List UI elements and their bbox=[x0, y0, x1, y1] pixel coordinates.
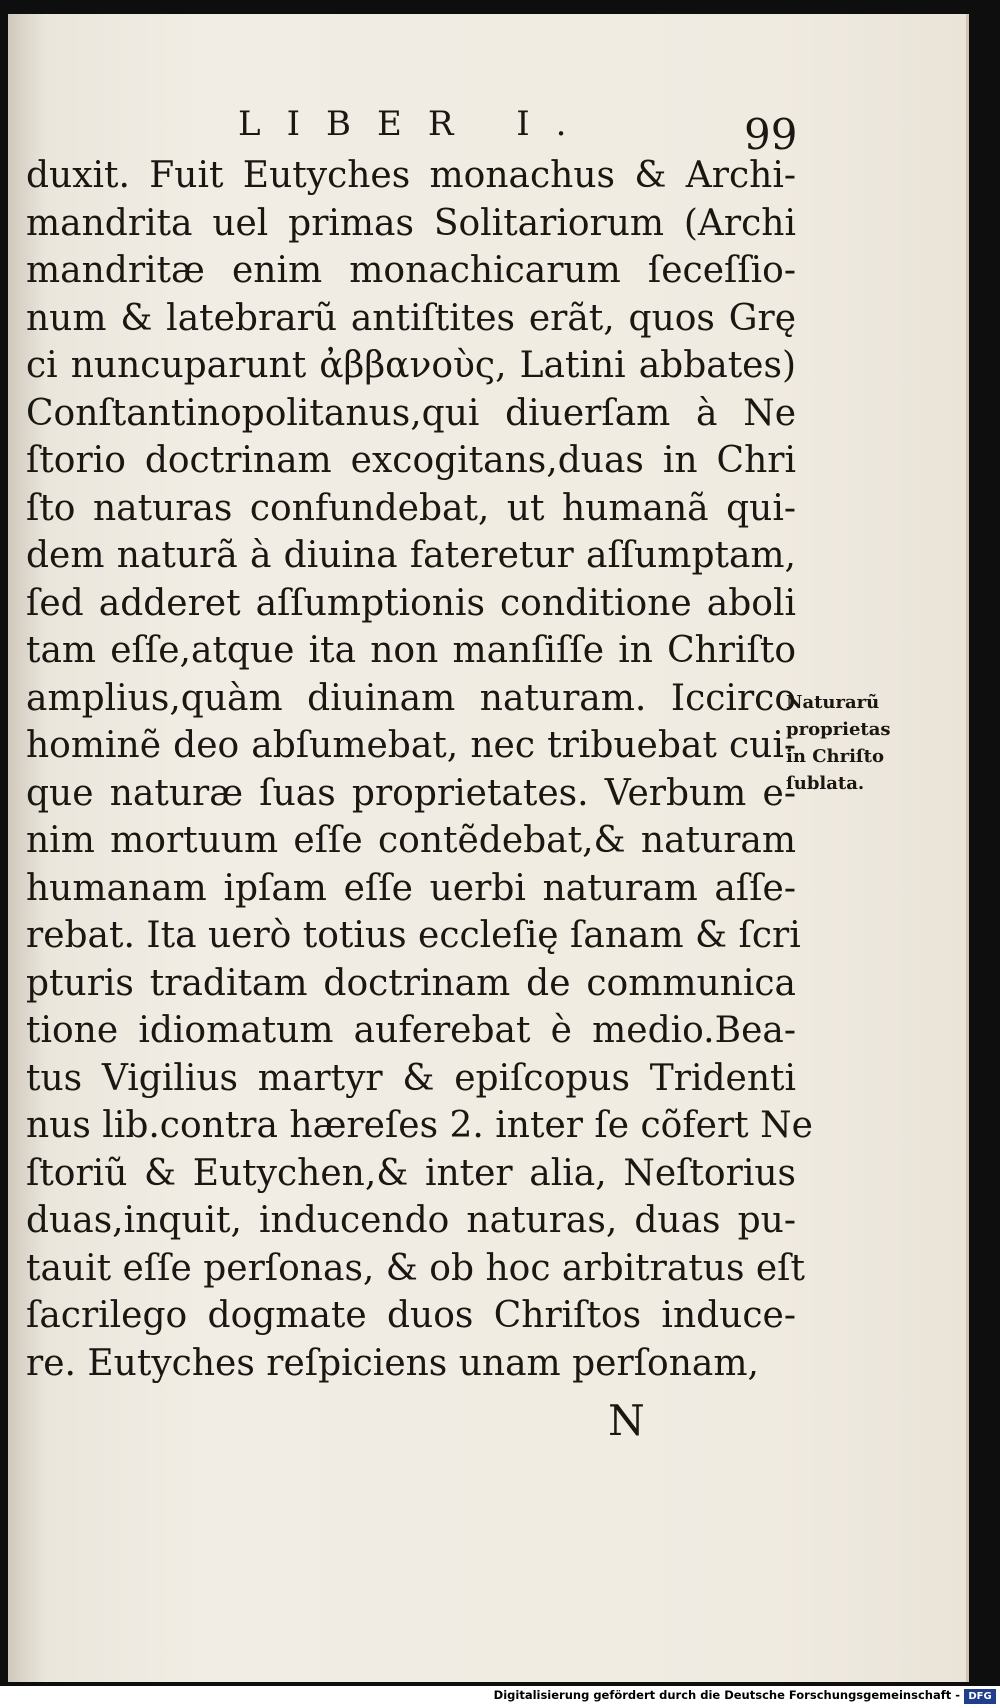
marginal-note-line: in Chriſto bbox=[786, 746, 884, 767]
funding-credit: Digitalisierung gefördert durch die Deutsche Forschungsgemeinschaft - bbox=[493, 1688, 960, 1702]
text-line: hominẽ deo abſumebat, nec tribuebat cui- bbox=[26, 725, 796, 766]
text-line: mandrita uel primas Solitariorum (Archi bbox=[26, 202, 796, 244]
text-line: humanam ipſam eſſe uerbi naturam aſſe- bbox=[26, 867, 796, 909]
text-line: Conſtantinopolitanus,qui diuerſam à Ne bbox=[26, 392, 796, 434]
text-line: nus lib.contra hæreſes 2. inter ſe cõfert Ne bbox=[26, 1105, 813, 1146]
text-line: tauit eſſe perſonas, & ob hoc arbitratus eſt bbox=[26, 1247, 805, 1289]
digitization-footer bbox=[0, 1686, 1000, 1708]
text-line: mandritæ enim monachicarum ſeceſſio- bbox=[26, 250, 796, 291]
text-line: ſed adderet aſſumptionis conditione aboli bbox=[26, 582, 796, 624]
text-line: tione idiomatum auferebat è medio.Bea- bbox=[26, 1010, 796, 1051]
text-line: amplius,quàm diuinam naturam. Iccirco bbox=[26, 677, 796, 719]
marginal-note-line: proprietas bbox=[786, 719, 891, 740]
body-text bbox=[26, 152, 813, 1387]
marginal-note-line: Naturarũ bbox=[786, 692, 880, 713]
dfg-logo: DFG bbox=[964, 1689, 996, 1704]
marginal-note-line: ſublata. bbox=[786, 773, 865, 794]
text-line: ſto naturas confundebat, ut humanã qui- bbox=[26, 487, 796, 529]
text-line: dem naturã à diuina fateretur aſſumptam, bbox=[26, 535, 796, 576]
text-line: nim mortuum eſſe contẽdebat,& naturam bbox=[26, 820, 796, 861]
signature-mark: N bbox=[608, 1396, 645, 1445]
book-page bbox=[8, 14, 969, 1682]
text-line: duxit. Fuit Eutyches monachus & Archi- bbox=[26, 155, 796, 196]
page-number: 99 bbox=[744, 110, 798, 159]
text-line: num & latebrarũ antiſtites erãt, quos Grę bbox=[26, 297, 796, 339]
text-line: re. Eutyches reſpiciens unam perſonam, bbox=[26, 1342, 759, 1384]
text-line: ſacrilego dogmate duos Chriſtos induce- bbox=[26, 1295, 796, 1336]
text-line: ſtoriũ & Eutychen,& inter alia, Neſtorius bbox=[26, 1152, 796, 1194]
text-line: ſtorio doctrinam excogitans,duas in Chri bbox=[26, 440, 796, 481]
text-line: pturis traditam doctrinam de communica bbox=[26, 962, 796, 1004]
text-line: ci nuncuparunt ἀββανοὺς, Latini abbates) bbox=[26, 345, 796, 386]
running-head-title: LIBER I. bbox=[238, 104, 593, 144]
text-line: tus Vigilius martyr & epiſcopus Tridenti bbox=[26, 1057, 796, 1099]
text-line: duas,inquit, inducendo naturas, duas pu- bbox=[26, 1200, 796, 1241]
marginal-note bbox=[786, 689, 906, 797]
running-head bbox=[8, 92, 966, 159]
text-line: que naturæ ſuas proprietates. Verbum e- bbox=[26, 772, 796, 814]
text-line: tam eſſe,atque ita non manſiſſe in Chriſto bbox=[26, 630, 796, 671]
text-line: rebat. Ita uerò totius eccleſię ſanam & ſcri bbox=[26, 915, 801, 956]
